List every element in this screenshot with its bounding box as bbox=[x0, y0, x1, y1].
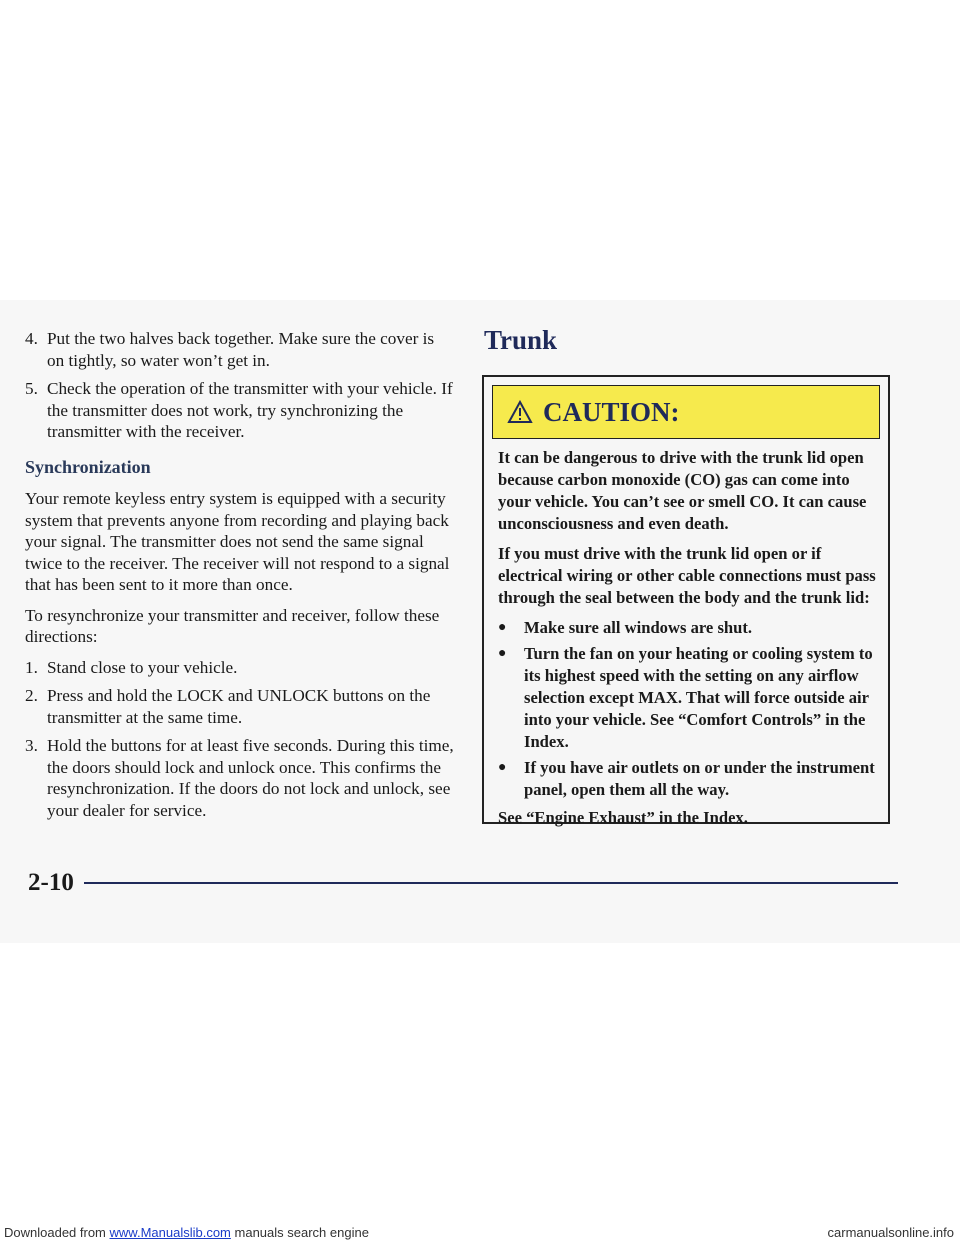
step-text: Check the operation of the transmitter with your vehicle. If the transmitter does not work, try synchronizing the transmitter with the receiver. bbox=[47, 379, 453, 441]
synchronization-heading: Synchronization bbox=[25, 456, 151, 477]
step-number: 1. bbox=[25, 657, 38, 677]
bullet-text: Turn the fan on your heating or cooling system to its highest speed with the setting on any airflow selection except MAX. That will force outside air into your vehicle. See “Comfort Controls” in the Index. bbox=[524, 644, 873, 751]
resync-intro: To resynchronize your transmitter and receiver, follow these directions: bbox=[25, 605, 440, 646]
left-column bbox=[25, 328, 455, 828]
warning-triangle-icon bbox=[507, 400, 533, 424]
footer-rule bbox=[84, 882, 898, 884]
step-text: Put the two halves back together. Make sure the cover is on tightly, so water won’t get in. bbox=[47, 329, 435, 370]
manualslib-link[interactable]: www.Manualslib.com bbox=[109, 1225, 231, 1240]
step-4 bbox=[25, 328, 455, 371]
resync-step-3 bbox=[25, 735, 455, 821]
page-number: 2-10 bbox=[28, 869, 74, 896]
bullet-icon: ● bbox=[498, 620, 507, 635]
bullet-icon: ● bbox=[498, 760, 507, 775]
caution-label: CAUTION: bbox=[543, 396, 680, 427]
step-text: Press and hold the LOCK and UNLOCK buttons on the transmitter at the same time. bbox=[47, 686, 431, 727]
download-attribution bbox=[4, 1225, 369, 1240]
caution-see-also: See “Engine Exhaust” in the Index. bbox=[498, 808, 748, 827]
download-suffix: manuals search engine bbox=[234, 1225, 369, 1240]
caution-bullet bbox=[498, 617, 878, 639]
caution-bullet bbox=[498, 643, 878, 753]
watermark-text: carmanualsonline.info bbox=[827, 1225, 954, 1240]
bullet-icon: ● bbox=[498, 646, 507, 661]
step-number: 5. bbox=[25, 379, 38, 398]
caution-paragraph-1: It can be dangerous to drive with the trunk lid open because carbon monoxide (CO) gas can come into your vehicle. You can’t see or smell CO. It can cause unconsciousness and even death. bbox=[498, 448, 867, 533]
step-5 bbox=[25, 378, 455, 443]
caution-bullet bbox=[498, 757, 878, 801]
step-number: 4. bbox=[25, 329, 38, 348]
bullet-text: If you have air outlets on or under the instrument panel, open them all the way. bbox=[524, 758, 875, 799]
caution-paragraph-2: If you must drive with the trunk lid open or if electrical wiring or other cable connections must pass through the seal between the body and the trunk lid: bbox=[498, 544, 876, 607]
caution-box bbox=[482, 375, 890, 827]
step-number: 2. bbox=[25, 686, 38, 705]
bullet-text: Make sure all windows are shut. bbox=[524, 618, 753, 637]
caution-header bbox=[492, 385, 880, 439]
resync-step-1 bbox=[25, 657, 455, 679]
step-number: 3. bbox=[25, 736, 38, 755]
synchronization-paragraph: Your remote keyless entry system is equipped with a security system that prevents anyone from recording and playing back your signal. The transmitter does not send the same signal twice to the receiver. The receiver will not respond to a signal that has been sent to it more than once. bbox=[25, 489, 450, 594]
step-text: Hold the buttons for at least five seconds. During this time, the doors should lock and unlock once. This confirms the resynchronization. If the doors do not lock and unlock, see your dealer for service. bbox=[47, 736, 454, 820]
step-text: Stand close to your vehicle. bbox=[47, 657, 238, 677]
page-footer bbox=[28, 868, 898, 898]
download-prefix: Downloaded from bbox=[4, 1225, 106, 1240]
caution-body bbox=[498, 447, 878, 837]
resync-step-2 bbox=[25, 685, 455, 728]
download-bar bbox=[0, 1224, 960, 1242]
trunk-heading: Trunk bbox=[484, 325, 558, 355]
